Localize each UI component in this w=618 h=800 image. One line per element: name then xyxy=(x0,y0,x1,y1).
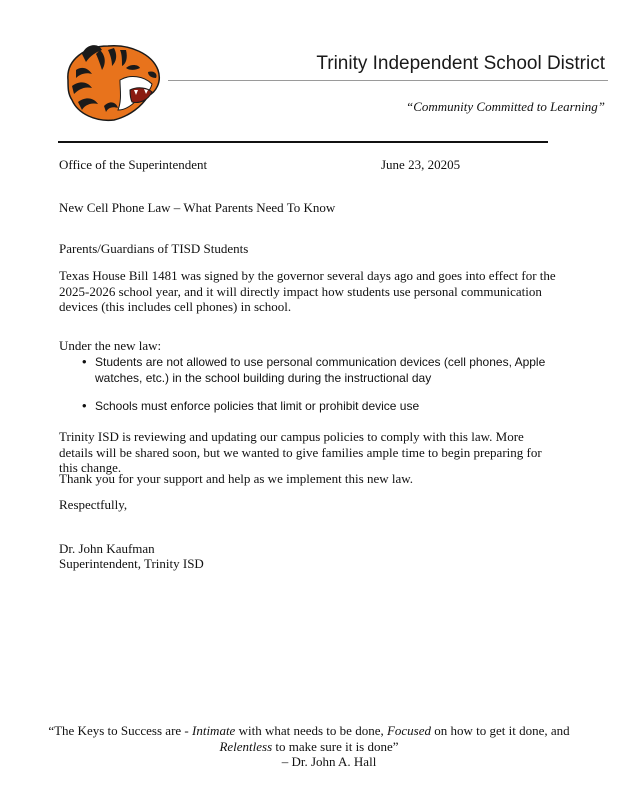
quote-attribution: – Dr. John A. Hall xyxy=(281,754,377,769)
footer-quote xyxy=(40,723,578,770)
quote-text: on how to get it done, and xyxy=(431,723,570,738)
quote-text: “The Keys to Success are - xyxy=(48,723,192,738)
letter-greeting: Parents/Guardians of TISD Students xyxy=(59,241,249,256)
quote-text: with what needs to be done, xyxy=(235,723,387,738)
signature-name: Dr. John Kaufman xyxy=(59,541,155,556)
quote-emphasis: Focused xyxy=(386,723,432,738)
quote-text: to make sure it is done” xyxy=(272,738,399,754)
letter-date: June 23, 20205 xyxy=(381,157,461,172)
quote-emphasis: Relentless xyxy=(219,738,273,754)
office-line: Office of the Superintendent xyxy=(59,157,208,172)
district-motto: “Community Committed to Learning” xyxy=(406,99,605,114)
thank-you-line: Thank you for your support and help as we implement this new law. xyxy=(59,471,414,486)
tiger-mascot-logo xyxy=(60,40,164,124)
district-name: Trinity Independent School District xyxy=(316,53,605,74)
letterhead-rule xyxy=(58,141,548,143)
law-requirements-list xyxy=(80,351,550,414)
list-item: • Schools must enforce policies that limit or prohibit device use xyxy=(80,398,550,414)
signature-title: Superintendent, Trinity ISD xyxy=(59,556,204,571)
paragraph-intro: Texas House Bill 1481 was signed by the governor several days ago and goes into effect for the 2025-2026 school year, and it will directly impact how students use personal communication devices (this includes cell phones) in school. xyxy=(59,268,556,314)
header-divider xyxy=(168,80,608,81)
list-item: • Students are not allowed to use personal communication devices (cell phones, Apple watches, etc.) in the school building during the instructional day xyxy=(80,354,550,386)
paragraph-policy-update: Trinity ISD is reviewing and updating our campus policies to comply with this law. More details will be shared soon, but we wanted to give families ample time to begin preparing for this change. xyxy=(59,429,542,475)
quote-line-2 xyxy=(40,739,578,755)
letter-subject: New Cell Phone Law – What Parents Need To Know xyxy=(59,200,336,215)
closing-line: Respectfully, xyxy=(59,497,128,512)
quote-emphasis: Intimate xyxy=(192,723,236,738)
tiger-head-icon xyxy=(60,40,164,124)
under-law-heading: Under the new law: xyxy=(59,338,162,353)
